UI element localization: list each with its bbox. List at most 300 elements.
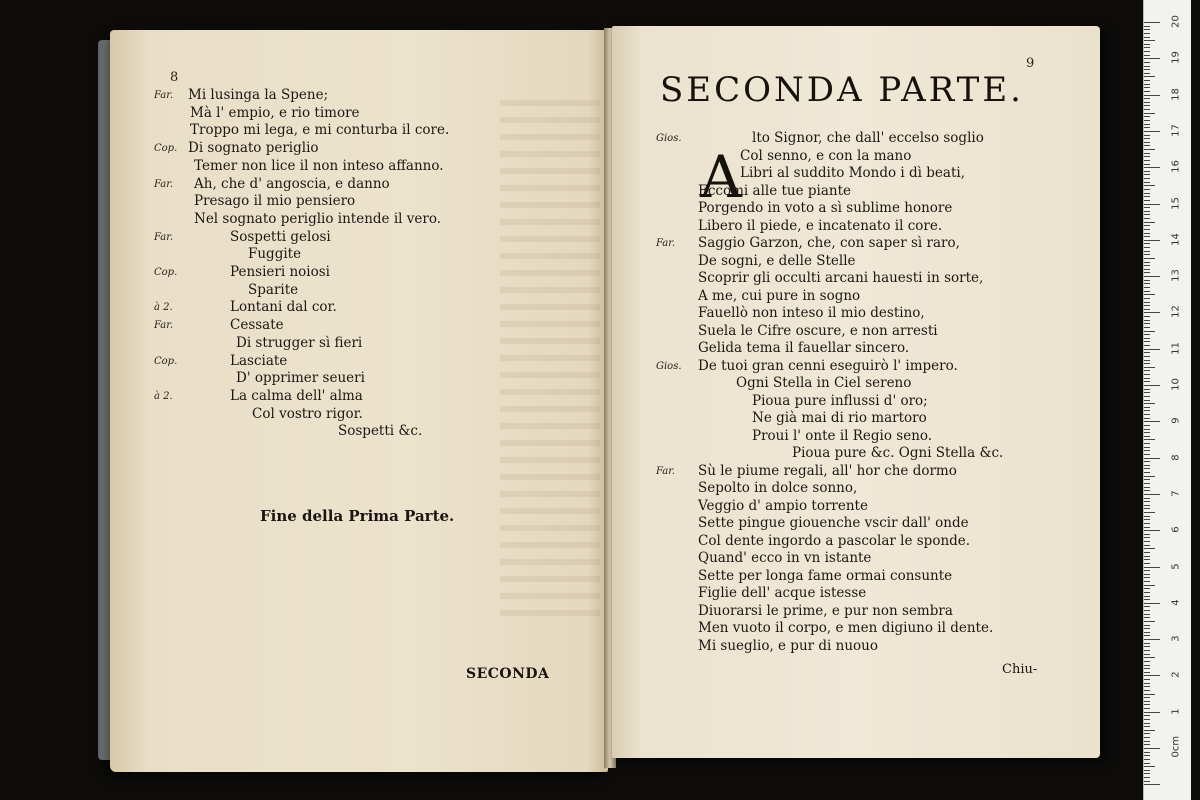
speaker-label: Gios. [656, 360, 682, 372]
measurement-ruler [1143, 0, 1191, 800]
ruler-tick [1144, 80, 1150, 81]
ruler-tick [1144, 519, 1150, 520]
ruler-tick [1144, 530, 1160, 531]
ruler-tick [1144, 672, 1150, 673]
verse-line: Diuorarsi le prime, e pur non sembra [698, 602, 953, 619]
ruler-tick [1144, 414, 1150, 415]
verse-line: Cessate [230, 317, 284, 334]
ruler-tick [1144, 748, 1160, 749]
ruler-tick [1144, 468, 1150, 469]
verse-line: Di sognato periglio [188, 140, 319, 157]
ruler-tick [1144, 316, 1150, 317]
ruler-tick [1144, 723, 1150, 724]
ruler-tick [1144, 505, 1150, 506]
ruler-tick [1144, 429, 1150, 430]
verse-line: Ne già mai di rio martoro [752, 410, 927, 426]
ruler-tick [1144, 98, 1150, 99]
ruler-tick [1144, 465, 1150, 466]
verse-line: Quand' ecco in vn istante [698, 550, 872, 566]
ruler-tick [1144, 131, 1160, 132]
ruler-tick [1144, 403, 1155, 404]
ruler-number: 4 [1170, 599, 1182, 606]
verse-line: Gelida tema il fauellar sincero. [698, 340, 910, 356]
ruler-tick [1144, 378, 1150, 379]
ruler-tick [1144, 233, 1150, 234]
speaker-label: à 2. [154, 302, 173, 314]
ruler-tick [1144, 701, 1150, 702]
verse-line: Scoprir gli occulti arcani hauesti in sorte, [698, 270, 984, 286]
ruler-tick [1144, 272, 1150, 273]
part-end-heading: Fine della Prima Parte. [260, 507, 455, 525]
verse-line: Sospetti &c. [338, 423, 423, 440]
ruler-tick [1144, 26, 1150, 27]
ruler-tick [1144, 109, 1150, 110]
ruler-tick [1144, 276, 1160, 277]
ruler-tick [1144, 559, 1150, 560]
ruler-number: 7 [1170, 490, 1182, 497]
ruler-tick [1144, 222, 1155, 223]
ruler-tick [1144, 167, 1160, 168]
ruler-tick [1144, 287, 1150, 288]
ruler-tick [1144, 360, 1150, 361]
ruler-tick [1144, 494, 1160, 495]
verse-line: Veggio d' ampio torrente [698, 497, 868, 514]
verse-line: De tuoi gran cenni eseguirò l' impero. [698, 357, 958, 374]
ruler-tick [1144, 508, 1150, 509]
ruler-tick [1144, 447, 1150, 448]
ruler-tick [1144, 211, 1150, 212]
ruler-tick [1144, 73, 1150, 74]
ruler-tick [1144, 247, 1150, 248]
ruler-tick [1144, 127, 1150, 128]
ruler-tick [1144, 334, 1150, 335]
ruler-tick [1144, 76, 1155, 77]
ruler-tick [1144, 363, 1150, 364]
verse-line: Fauellò non inteso il mio destino, [698, 305, 925, 321]
ruler-tick [1144, 116, 1150, 117]
ruler-tick [1144, 120, 1150, 121]
ruler-tick [1144, 686, 1150, 687]
ruler-tick [1144, 516, 1150, 517]
ruler-tick [1144, 22, 1160, 23]
verse-line: A me, cui pure in sogno [698, 287, 861, 304]
ruler-tick [1144, 204, 1160, 205]
ruler-tick [1144, 29, 1150, 30]
ruler-tick [1144, 654, 1150, 655]
ruler-tick [1144, 603, 1160, 604]
ruler-tick [1144, 352, 1150, 353]
ruler-tick [1144, 171, 1150, 172]
ruler-number: 1 [1170, 708, 1182, 715]
ruler-tick [1144, 697, 1150, 698]
speaker-label: Cop. [154, 355, 178, 367]
verse-line: Libri al suddito Mondo i dì beati, [740, 165, 965, 181]
ruler-tick [1144, 66, 1150, 67]
verse-line: Ah, che d' angoscia, e danno [194, 175, 390, 192]
ruler-tick [1144, 160, 1150, 161]
ruler-tick [1144, 225, 1150, 226]
ruler-number: 14 [1170, 232, 1182, 246]
ruler-tick [1144, 763, 1150, 764]
ruler-tick [1144, 712, 1160, 713]
ruler-tick [1144, 563, 1150, 564]
ruler-tick [1144, 113, 1155, 114]
ruler-tick [1144, 592, 1150, 593]
ruler-tick [1144, 512, 1155, 513]
ruler-number: 6 [1170, 526, 1182, 533]
verse-line: Col vostro rigor. [252, 405, 363, 422]
catchword-right: Chiu- [1002, 662, 1038, 677]
verse-line: Troppo mi lega, e mi conturba il core. [190, 122, 450, 139]
ruler-tick [1144, 541, 1150, 542]
ruler-tick [1144, 229, 1150, 230]
ruler-tick [1144, 770, 1150, 771]
verse-line: Temer non lice il non inteso affanno. [194, 157, 444, 174]
ruler-tick [1144, 461, 1150, 462]
ruler-tick [1144, 585, 1155, 586]
ruler-tick [1144, 196, 1150, 197]
verse-line: Porgendo in voto a sì sublime honore [698, 200, 953, 216]
ruler-tick [1144, 84, 1150, 85]
speaker-label: Cop. [154, 143, 178, 155]
ruler-tick [1144, 265, 1150, 266]
ruler-tick [1144, 675, 1160, 676]
ruler-tick [1144, 341, 1150, 342]
catchword-left: SECONDA [466, 666, 550, 682]
ruler-tick [1144, 726, 1150, 727]
ruler-tick [1144, 759, 1150, 760]
speaker-label: Far. [656, 465, 676, 477]
ruler-tick [1144, 185, 1155, 186]
verse-line: Col dente ingordo a pascolar le sponde. [698, 532, 971, 549]
ruler-tick [1144, 374, 1150, 375]
ruler-tick [1144, 392, 1150, 393]
ruler-tick [1144, 632, 1150, 633]
speaker-label: Far. [154, 178, 174, 190]
ruler-tick [1144, 178, 1150, 179]
ruler-number: 16 [1170, 160, 1182, 174]
page-number-right: 9 [1026, 56, 1035, 71]
ruler-number: 5 [1170, 562, 1182, 570]
ruler-tick [1144, 193, 1150, 194]
ruler-tick [1144, 138, 1150, 139]
ruler-tick [1144, 254, 1150, 255]
ruler-tick [1144, 174, 1150, 175]
ruler-number: 15 [1170, 196, 1182, 210]
verse-line: Nel sognato periglio intende il vero. [194, 210, 442, 227]
ruler-tick [1144, 367, 1155, 368]
ruler-tick [1144, 577, 1150, 578]
ruler-tick [1144, 487, 1150, 488]
ruler-tick [1144, 349, 1160, 350]
ruler-tick [1144, 599, 1150, 600]
ruler-tick [1144, 628, 1150, 629]
ruler-tick [1144, 309, 1150, 310]
ruler-tick [1144, 407, 1150, 408]
ruler-tick [1144, 610, 1150, 611]
verse-line: Ogni Stella in Ciel sereno [736, 375, 912, 391]
ruler-tick [1144, 741, 1150, 742]
ruler-tick [1144, 62, 1150, 63]
ruler-tick [1144, 432, 1150, 433]
verse-line: Men vuoto il corpo, e men digiuno il dente. [698, 620, 994, 636]
verse-line: Sette per longa fame ormai consunte [698, 567, 953, 584]
ruler-tick [1144, 189, 1150, 190]
verse-line: Sù le piume regali, all' hor che dormo [698, 462, 957, 479]
section-title: SECONDA PARTE. [660, 70, 1024, 110]
ruler-tick [1144, 323, 1150, 324]
ruler-number: 10 [1170, 378, 1182, 391]
ruler-tick [1144, 773, 1150, 774]
ruler-tick [1144, 331, 1155, 332]
speaker-label: à 2. [154, 390, 173, 402]
ruler-tick [1144, 657, 1155, 658]
ruler-tick [1144, 410, 1150, 411]
ruler-tick [1144, 47, 1150, 48]
ruler-tick [1144, 436, 1150, 437]
ruler-tick [1144, 679, 1150, 680]
ruler-tick [1144, 617, 1150, 618]
ruler-tick [1144, 581, 1150, 582]
ruler-tick [1144, 556, 1150, 557]
ruler-tick [1144, 33, 1150, 34]
ruler-tick [1144, 200, 1150, 201]
ruler-tick [1144, 269, 1150, 270]
ruler-number: 3 [1170, 635, 1182, 642]
ruler-number: 0cm [1170, 735, 1182, 758]
ruler-tick [1144, 443, 1150, 444]
left-page [110, 30, 608, 772]
verse-line: Pioua pure &c. Ogni Stella &c. [792, 445, 1004, 461]
verse-line: Libero il piede, e incatenato il core. [698, 217, 943, 234]
ruler-tick [1144, 135, 1150, 136]
verse-line: Mi sueglio, e pur di nuouo [698, 637, 878, 654]
ruler-tick [1144, 614, 1150, 615]
verse-line: Mà l' empio, e rio timore [190, 104, 360, 121]
ruler-tick [1144, 498, 1150, 499]
ruler-tick [1144, 439, 1155, 440]
ruler-tick [1144, 305, 1150, 306]
verse-line: Col senno, e con la mano [740, 147, 912, 164]
ruler-tick [1144, 214, 1150, 215]
ruler-tick [1144, 537, 1150, 538]
verse-line: Pensieri noiosi [230, 264, 330, 280]
ruler-tick [1144, 294, 1155, 295]
ruler-tick [1144, 458, 1160, 459]
ruler-tick [1144, 730, 1155, 731]
verse-line: Saggio Garzon, che, con saper sì raro, [698, 235, 960, 251]
verse-line: Figlie dell' acque istesse [698, 585, 867, 601]
ink-bleed-through [500, 100, 600, 620]
ruler-number: 8 [1170, 453, 1182, 461]
ruler-tick [1144, 621, 1155, 622]
ruler-tick [1144, 156, 1150, 157]
ruler-tick [1144, 218, 1150, 219]
ruler-tick [1144, 87, 1150, 88]
ruler-tick [1144, 381, 1150, 382]
verse-line: Sparite [248, 281, 299, 298]
ruler-tick [1144, 737, 1150, 738]
drop-cap: A [700, 143, 742, 211]
ruler-number: 11 [1170, 341, 1182, 355]
ruler-tick [1144, 683, 1150, 684]
ruler-tick [1144, 650, 1150, 651]
ruler-number: 12 [1170, 305, 1182, 319]
ruler-tick [1144, 400, 1150, 401]
ruler-tick [1144, 262, 1150, 263]
ruler-tick [1144, 777, 1150, 778]
ruler-tick [1144, 421, 1160, 422]
verse-line: Mi lusinga la Spene; [188, 87, 329, 103]
speaker-label: Far. [154, 90, 174, 101]
ruler-tick [1144, 527, 1150, 528]
ruler-tick [1144, 781, 1150, 782]
ruler-tick [1144, 552, 1150, 553]
ruler-tick [1144, 69, 1150, 70]
speaker-label: Far. [154, 320, 174, 332]
ruler-tick [1144, 236, 1150, 237]
ruler-tick [1144, 142, 1150, 143]
verse-line: Sette pingue giouenche vscir dall' onde [698, 515, 969, 531]
ruler-number: 18 [1170, 87, 1182, 101]
ruler-tick [1144, 95, 1160, 96]
ruler-tick [1144, 704, 1150, 705]
ruler-tick [1144, 145, 1150, 146]
verse-line: D' opprimer seueri [236, 370, 365, 387]
ruler-tick [1144, 708, 1150, 709]
ruler-tick [1144, 646, 1150, 647]
ruler-tick [1144, 752, 1150, 753]
ruler-tick [1144, 312, 1160, 313]
ruler-number: 9 [1170, 417, 1182, 424]
ruler-tick [1144, 490, 1150, 491]
ruler-tick [1144, 37, 1150, 38]
verse-line: Lasciate [230, 352, 288, 369]
verse-line: Pioua pure influssi d' oro; [752, 392, 928, 409]
ruler-tick [1144, 258, 1155, 259]
ruler-tick [1144, 479, 1150, 480]
ruler-tick [1144, 625, 1150, 626]
ruler-tick [1144, 548, 1155, 549]
ruler-tick [1144, 320, 1150, 321]
ruler-tick [1144, 298, 1150, 299]
verse-line: lto Signor, che dall' eccelso soglio [752, 130, 984, 146]
ruler-tick [1144, 302, 1150, 303]
ruler-tick [1144, 635, 1150, 636]
ruler-tick [1144, 91, 1150, 92]
ruler-tick [1144, 40, 1155, 41]
ruler-tick [1144, 534, 1150, 535]
verse-line: Eccomi alle tue piante [698, 182, 851, 199]
ruler-tick [1144, 523, 1150, 524]
ruler-tick [1144, 665, 1150, 666]
ruler-tick [1144, 251, 1150, 252]
ruler-tick [1144, 596, 1150, 597]
verse-line: Presago il mio pensiero [194, 193, 356, 210]
ruler-tick [1144, 51, 1150, 52]
ruler-tick [1144, 327, 1150, 328]
ruler-tick [1144, 567, 1160, 568]
ruler-tick [1144, 425, 1150, 426]
ruler-tick [1144, 418, 1150, 419]
ruler-tick [1144, 124, 1150, 125]
ruler-number: 19 [1170, 51, 1182, 65]
ruler-tick [1144, 450, 1150, 451]
ruler-number: 20 [1170, 15, 1182, 28]
ruler-tick [1144, 719, 1150, 720]
ruler-number: 17 [1170, 124, 1182, 137]
ruler-tick [1144, 588, 1150, 589]
ruler-tick [1144, 690, 1150, 691]
speaker-label: Far. [154, 231, 174, 243]
ruler-tick [1144, 639, 1160, 640]
ruler-tick [1144, 149, 1155, 150]
ruler-tick [1144, 153, 1150, 154]
ruler-tick [1144, 370, 1150, 371]
ruler-tick [1144, 574, 1150, 575]
verse-line: Di strugger sì fieri [236, 334, 363, 351]
ruler-tick [1144, 606, 1150, 607]
ruler-tick [1144, 472, 1150, 473]
ruler-tick [1144, 766, 1155, 767]
ruler-tick [1144, 385, 1160, 386]
ruler-tick [1144, 280, 1150, 281]
speaker-label: Far. [656, 238, 676, 249]
ruler-tick [1144, 476, 1155, 477]
verse-line: De sogni, e delle Stelle [698, 252, 856, 269]
ruler-tick [1144, 207, 1150, 208]
ruler-tick [1144, 356, 1150, 357]
ruler-tick [1144, 733, 1150, 734]
page-number-left: 8 [170, 70, 179, 85]
ruler-tick [1144, 483, 1150, 484]
verse-line: Suela le Cifre oscure, e non arresti [698, 322, 938, 339]
ruler-tick [1144, 545, 1150, 546]
ruler-tick [1144, 668, 1150, 669]
ruler-tick [1144, 55, 1150, 56]
ruler-tick [1144, 105, 1150, 106]
ruler-tick [1144, 744, 1150, 745]
ruler-tick [1144, 291, 1150, 292]
ruler-tick [1144, 784, 1160, 785]
ruler-tick [1144, 58, 1160, 59]
right-page [612, 26, 1100, 758]
verse-line: Sepolto in dolce sonno, [698, 480, 858, 496]
ruler-tick [1144, 396, 1150, 397]
verse-line: La calma dell' alma [230, 387, 363, 404]
verse-line: Fuggite [248, 246, 302, 263]
ruler-tick [1144, 102, 1150, 103]
ruler-tick [1144, 182, 1150, 183]
ruler-tick [1144, 338, 1150, 339]
ruler-tick [1144, 501, 1150, 502]
ruler-tick [1144, 240, 1160, 241]
ruler-tick [1144, 44, 1150, 45]
ruler-tick [1144, 643, 1150, 644]
ruler-tick [1144, 389, 1150, 390]
ruler-tick [1144, 283, 1150, 284]
ruler-number: 2 [1170, 671, 1182, 679]
ruler-number: 13 [1170, 269, 1182, 282]
verse-line: Lontani dal cor. [230, 299, 337, 316]
ruler-tick [1144, 694, 1155, 695]
ruler-tick [1144, 454, 1150, 455]
ruler-tick [1144, 345, 1150, 346]
ruler-tick [1144, 715, 1150, 716]
speaker-label: Gios. [656, 133, 682, 144]
verse-line: Sospetti gelosi [230, 228, 331, 245]
speaker-label: Cop. [154, 267, 178, 278]
